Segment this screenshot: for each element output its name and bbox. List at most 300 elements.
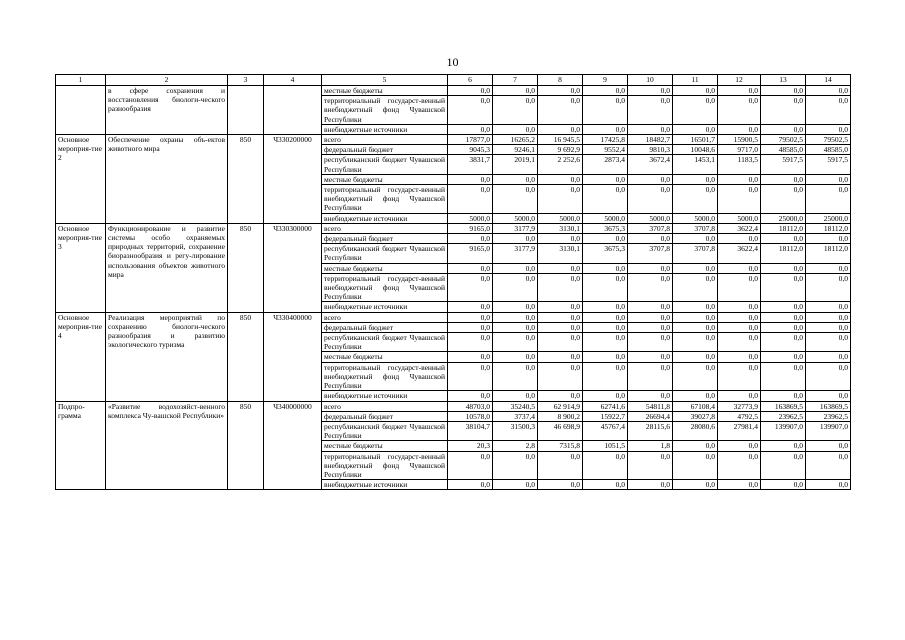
amount-cell: 0,0 bbox=[761, 352, 806, 362]
amount-cell: 25000,0 bbox=[806, 213, 851, 223]
amount-cell: 0,0 bbox=[448, 174, 493, 184]
amount-cell: 3707,8 bbox=[673, 244, 718, 263]
amount-cell: 0,0 bbox=[448, 333, 493, 352]
amount-cell: 163869,5 bbox=[761, 401, 806, 411]
amount-cell: 9165,0 bbox=[448, 244, 493, 263]
amount-cell: 20,3 bbox=[448, 441, 493, 451]
funding-source-cell: местные бюджеты bbox=[322, 441, 448, 451]
amount-cell: 16501,7 bbox=[673, 135, 718, 145]
amount-cell: 0,0 bbox=[673, 312, 718, 322]
amount-cell: 0,0 bbox=[673, 322, 718, 332]
amount-cell: 46 698,9 bbox=[538, 421, 583, 440]
amount-cell: 8 900,2 bbox=[538, 411, 583, 421]
amount-cell: 2 252,6 bbox=[538, 155, 583, 174]
amount-cell: 0,0 bbox=[718, 96, 761, 125]
amount-cell: 3622,4 bbox=[718, 223, 761, 233]
amount-cell: 0,0 bbox=[493, 362, 538, 391]
amount-cell: 0,0 bbox=[493, 391, 538, 401]
amount-cell: 0,0 bbox=[806, 263, 851, 273]
amount-cell: 62 914,9 bbox=[538, 401, 583, 411]
amount-cell: 0,0 bbox=[718, 124, 761, 134]
amount-cell: 2019,1 bbox=[493, 155, 538, 174]
amount-cell: 5000,0 bbox=[493, 213, 538, 223]
funding-source-cell: федеральный бюджет bbox=[322, 145, 448, 155]
amount-cell: 0,0 bbox=[761, 302, 806, 312]
table-row bbox=[56, 135, 851, 145]
amount-cell: 0,0 bbox=[673, 86, 718, 96]
amount-cell: 0,0 bbox=[673, 96, 718, 125]
measure-name-cell: Функционирование и развитие системы особо охраняемых природных территорий, сохранение биоразнообразия и регу-лирование использования объектов животного мира bbox=[106, 223, 228, 312]
column-number-cell: 2 bbox=[106, 75, 228, 86]
amount-cell: 0,0 bbox=[493, 333, 538, 352]
funding-source-cell: внебюджетные источники bbox=[322, 213, 448, 223]
amount-cell: 0,0 bbox=[583, 312, 628, 322]
amount-cell: 0,0 bbox=[718, 263, 761, 273]
measure-name-cell: Обеспечение охраны объ-ектов животного мира bbox=[106, 135, 228, 224]
amount-cell: 0,0 bbox=[448, 96, 493, 125]
target-code-cell: Ч330300000 bbox=[264, 223, 322, 312]
amount-cell: 1183,5 bbox=[718, 155, 761, 174]
funding-source-cell: федеральный бюджет bbox=[322, 322, 448, 332]
amount-cell: 0,0 bbox=[583, 480, 628, 490]
amount-cell: 0,0 bbox=[583, 96, 628, 125]
amount-cell: 0,0 bbox=[628, 451, 673, 480]
table-row bbox=[56, 401, 851, 411]
amount-cell: 0,0 bbox=[673, 273, 718, 302]
column-number-cell: 1 bbox=[56, 75, 106, 86]
amount-cell: 0,0 bbox=[673, 333, 718, 352]
column-number-cell: 5 bbox=[322, 75, 448, 86]
column-number-cell: 6 bbox=[448, 75, 493, 86]
funding-source-cell: всего bbox=[322, 312, 448, 322]
amount-cell: 0,0 bbox=[806, 312, 851, 322]
amount-cell: 0,0 bbox=[718, 273, 761, 302]
amount-cell: 0,0 bbox=[583, 451, 628, 480]
amount-cell: 0,0 bbox=[583, 333, 628, 352]
column-number-cell: 3 bbox=[228, 75, 264, 86]
column-number-cell: 8 bbox=[538, 75, 583, 86]
amount-cell: 0,0 bbox=[493, 86, 538, 96]
amount-cell: 0,0 bbox=[583, 362, 628, 391]
amount-cell: 9246,1 bbox=[493, 145, 538, 155]
amount-cell: 0,0 bbox=[673, 263, 718, 273]
amount-cell: 0,0 bbox=[673, 174, 718, 184]
amount-cell: 0,0 bbox=[493, 480, 538, 490]
amount-cell: 16265,2 bbox=[493, 135, 538, 145]
amount-cell: 0,0 bbox=[583, 322, 628, 332]
amount-cell: 45767,4 bbox=[583, 421, 628, 440]
amount-cell: 0,0 bbox=[538, 480, 583, 490]
amount-cell: 0,0 bbox=[448, 451, 493, 480]
amount-cell: 0,0 bbox=[806, 362, 851, 391]
column-number-cell: 10 bbox=[628, 75, 673, 86]
amount-cell: 0,0 bbox=[628, 124, 673, 134]
target-code-cell: Ч330200000 bbox=[264, 135, 322, 224]
amount-cell: 0,0 bbox=[628, 96, 673, 125]
amount-cell: 0,0 bbox=[761, 451, 806, 480]
amount-cell: 28080,6 bbox=[673, 421, 718, 440]
amount-cell: 0,0 bbox=[583, 185, 628, 214]
grbs-code-cell: 850 bbox=[228, 223, 264, 312]
amount-cell: 0,0 bbox=[718, 451, 761, 480]
amount-cell: 3177,9 bbox=[493, 244, 538, 263]
amount-cell: 9552,4 bbox=[583, 145, 628, 155]
group-label-cell: Основное мероприя-тие 2 bbox=[56, 135, 106, 224]
funding-source-cell: местные бюджеты bbox=[322, 86, 448, 96]
amount-cell: 0,0 bbox=[493, 322, 538, 332]
amount-cell: 0,0 bbox=[761, 333, 806, 352]
amount-cell: 0,0 bbox=[806, 480, 851, 490]
amount-cell: 0,0 bbox=[806, 174, 851, 184]
amount-cell: 27981,4 bbox=[718, 421, 761, 440]
page-number: 10 bbox=[446, 55, 459, 69]
amount-cell: 0,0 bbox=[718, 362, 761, 391]
amount-cell: 0,0 bbox=[718, 174, 761, 184]
amount-cell: 0,0 bbox=[583, 302, 628, 312]
amount-cell: 0,0 bbox=[673, 362, 718, 391]
target-code-cell bbox=[264, 86, 322, 135]
amount-cell: 0,0 bbox=[628, 174, 673, 184]
amount-cell: 0,0 bbox=[448, 312, 493, 322]
amount-cell: 0,0 bbox=[493, 185, 538, 214]
amount-cell: 3130,1 bbox=[538, 223, 583, 233]
amount-cell: 0,0 bbox=[628, 362, 673, 391]
amount-cell: 31500,3 bbox=[493, 421, 538, 440]
amount-cell: 0,0 bbox=[448, 273, 493, 302]
grbs-code-cell bbox=[228, 86, 264, 135]
amount-cell: 0,0 bbox=[761, 273, 806, 302]
amount-cell: 0,0 bbox=[673, 234, 718, 244]
amount-cell: 5917,5 bbox=[806, 155, 851, 174]
amount-cell: 0,0 bbox=[718, 185, 761, 214]
amount-cell: 0,0 bbox=[538, 322, 583, 332]
amount-cell: 48585,0 bbox=[806, 145, 851, 155]
amount-cell: 0,0 bbox=[761, 234, 806, 244]
amount-cell: 23962,5 bbox=[761, 411, 806, 421]
amount-cell: 0,0 bbox=[806, 185, 851, 214]
amount-cell: 39027,8 bbox=[673, 411, 718, 421]
amount-cell: 139907,0 bbox=[806, 421, 851, 440]
amount-cell: 0,0 bbox=[806, 352, 851, 362]
amount-cell: 32773,9 bbox=[718, 401, 761, 411]
amount-cell: 0,0 bbox=[493, 174, 538, 184]
amount-cell: 0,0 bbox=[806, 451, 851, 480]
amount-cell: 0,0 bbox=[718, 391, 761, 401]
funding-source-cell: территориальный государст-венный внебюджетный фонд Чувашской Республики bbox=[322, 273, 448, 302]
amount-cell: 0,0 bbox=[761, 322, 806, 332]
amount-cell: 0,0 bbox=[673, 441, 718, 451]
amount-cell: 0,0 bbox=[761, 391, 806, 401]
amount-cell: 4792,5 bbox=[718, 411, 761, 421]
amount-cell: 0,0 bbox=[673, 480, 718, 490]
funding-source-cell: внебюджетные источники bbox=[322, 124, 448, 134]
column-number-cell: 13 bbox=[761, 75, 806, 86]
column-number-cell: 12 bbox=[718, 75, 761, 86]
amount-cell: 0,0 bbox=[673, 185, 718, 214]
amount-cell: 3707,8 bbox=[673, 223, 718, 233]
funding-source-cell: республиканский бюджет Чувашской Республики bbox=[322, 333, 448, 352]
amount-cell: 0,0 bbox=[761, 185, 806, 214]
amount-cell: 0,0 bbox=[628, 263, 673, 273]
column-number-cell: 7 bbox=[493, 75, 538, 86]
amount-cell: 0,0 bbox=[628, 302, 673, 312]
group-label-cell: Основное мероприя-тие 3 bbox=[56, 223, 106, 312]
amount-cell: 0,0 bbox=[761, 312, 806, 322]
grbs-code-cell: 850 bbox=[228, 312, 264, 401]
amount-cell: 0,0 bbox=[673, 302, 718, 312]
amount-cell: 18112,0 bbox=[806, 244, 851, 263]
amount-cell: 0,0 bbox=[583, 86, 628, 96]
amount-cell: 9045,3 bbox=[448, 145, 493, 155]
amount-cell: 5000,0 bbox=[583, 213, 628, 223]
amount-cell: 1,8 bbox=[628, 441, 673, 451]
amount-cell: 0,0 bbox=[538, 333, 583, 352]
funding-source-cell: всего bbox=[322, 135, 448, 145]
funding-source-cell: республиканский бюджет Чувашской Республики bbox=[322, 244, 448, 263]
amount-cell: 0,0 bbox=[761, 362, 806, 391]
amount-cell: 0,0 bbox=[448, 263, 493, 273]
funding-source-cell: территориальный государст-венный внебюджетный фонд Чувашской Республики bbox=[322, 96, 448, 125]
column-number-row bbox=[56, 75, 851, 86]
measure-name-cell: в сфере сохранения и восстановления биологи-ческого разнообразия bbox=[106, 86, 228, 135]
amount-cell: 18112,0 bbox=[806, 223, 851, 233]
amount-cell: 0,0 bbox=[448, 391, 493, 401]
amount-cell: 67108,4 bbox=[673, 401, 718, 411]
amount-cell: 0,0 bbox=[628, 273, 673, 302]
amount-cell: 0,0 bbox=[493, 273, 538, 302]
amount-cell: 0,0 bbox=[761, 263, 806, 273]
amount-cell: 17877,0 bbox=[448, 135, 493, 145]
amount-cell: 1453,1 bbox=[673, 155, 718, 174]
funding-source-cell: местные бюджеты bbox=[322, 174, 448, 184]
group-label-cell bbox=[56, 86, 106, 135]
funding-source-cell: территориальный государст-венный внебюджетный фонд Чувашской Республики bbox=[322, 362, 448, 391]
amount-cell: 0,0 bbox=[673, 391, 718, 401]
amount-cell: 0,0 bbox=[628, 86, 673, 96]
amount-cell: 54811,8 bbox=[628, 401, 673, 411]
amount-cell: 0,0 bbox=[628, 352, 673, 362]
amount-cell: 15922,7 bbox=[583, 411, 628, 421]
amount-cell: 9717,0 bbox=[718, 145, 761, 155]
amount-cell: 9810,3 bbox=[628, 145, 673, 155]
grbs-code-cell: 850 bbox=[228, 135, 264, 224]
amount-cell: 0,0 bbox=[806, 86, 851, 96]
amount-cell: 0,0 bbox=[583, 391, 628, 401]
amount-cell: 0,0 bbox=[806, 441, 851, 451]
group-label-cell: Подпро-грамма bbox=[56, 401, 106, 490]
amount-cell: 0,0 bbox=[538, 174, 583, 184]
amount-cell: 0,0 bbox=[538, 352, 583, 362]
amount-cell: 18112,0 bbox=[761, 244, 806, 263]
amount-cell: 3675,3 bbox=[583, 223, 628, 233]
amount-cell: 0,0 bbox=[718, 480, 761, 490]
amount-cell: 0,0 bbox=[583, 273, 628, 302]
funding-source-cell: всего bbox=[322, 223, 448, 233]
amount-cell: 0,0 bbox=[718, 441, 761, 451]
amount-cell: 38104,7 bbox=[448, 421, 493, 440]
amount-cell: 0,0 bbox=[448, 185, 493, 214]
amount-cell: 0,0 bbox=[583, 234, 628, 244]
amount-cell: 0,0 bbox=[448, 480, 493, 490]
amount-cell: 0,0 bbox=[493, 124, 538, 134]
amount-cell: 23962,5 bbox=[806, 411, 851, 421]
amount-cell: 0,0 bbox=[538, 362, 583, 391]
amount-cell: 10578,0 bbox=[448, 411, 493, 421]
amount-cell: 0,0 bbox=[493, 302, 538, 312]
amount-cell: 0,0 bbox=[673, 451, 718, 480]
amount-cell: 3672,4 bbox=[628, 155, 673, 174]
amount-cell: 0,0 bbox=[628, 234, 673, 244]
column-number-cell: 4 bbox=[264, 75, 322, 86]
funding-source-cell: местные бюджеты bbox=[322, 352, 448, 362]
amount-cell: 0,0 bbox=[718, 234, 761, 244]
amount-cell: 0,0 bbox=[538, 86, 583, 96]
amount-cell: 25000,0 bbox=[761, 213, 806, 223]
amount-cell: 139907,0 bbox=[761, 421, 806, 440]
measure-name-cell: «Развитие водохозяйст-венного комплекса Чу-вашской Республики» bbox=[106, 401, 228, 490]
amount-cell: 0,0 bbox=[628, 391, 673, 401]
amount-cell: 0,0 bbox=[718, 302, 761, 312]
amount-cell: 48585,0 bbox=[761, 145, 806, 155]
amount-cell: 2,8 bbox=[493, 441, 538, 451]
amount-cell: 0,0 bbox=[628, 322, 673, 332]
amount-cell: 0,0 bbox=[493, 451, 538, 480]
amount-cell: 0,0 bbox=[448, 352, 493, 362]
amount-cell: 0,0 bbox=[448, 86, 493, 96]
amount-cell: 35240,5 bbox=[493, 401, 538, 411]
funding-source-cell: республиканский бюджет Чувашской Республики bbox=[322, 421, 448, 440]
amount-cell: 0,0 bbox=[806, 273, 851, 302]
amount-cell: 0,0 bbox=[448, 234, 493, 244]
amount-cell: 0,0 bbox=[448, 124, 493, 134]
grbs-code-cell: 850 bbox=[228, 401, 264, 490]
group-label-cell: Основное мероприя-тие 4 bbox=[56, 312, 106, 401]
amount-cell: 0,0 bbox=[538, 263, 583, 273]
amount-cell: 0,0 bbox=[538, 312, 583, 322]
amount-cell: 5000,0 bbox=[448, 213, 493, 223]
amount-cell: 0,0 bbox=[448, 302, 493, 312]
target-code-cell: Ч330400000 bbox=[264, 312, 322, 401]
funding-source-cell: всего bbox=[322, 401, 448, 411]
amount-cell: 0,0 bbox=[538, 273, 583, 302]
amount-cell: 3622,4 bbox=[718, 244, 761, 263]
amount-cell: 0,0 bbox=[718, 86, 761, 96]
amount-cell: 3831,7 bbox=[448, 155, 493, 174]
amount-cell: 0,0 bbox=[448, 322, 493, 332]
amount-cell: 9165,0 bbox=[448, 223, 493, 233]
amount-cell: 0,0 bbox=[538, 96, 583, 125]
amount-cell: 0,0 bbox=[718, 322, 761, 332]
funding-source-cell: республиканский бюджет Чувашской Республики bbox=[322, 155, 448, 174]
amount-cell: 0,0 bbox=[806, 333, 851, 352]
amount-cell: 5000,0 bbox=[628, 213, 673, 223]
amount-cell: 0,0 bbox=[493, 234, 538, 244]
amount-cell: 0,0 bbox=[761, 480, 806, 490]
amount-cell: 62741,6 bbox=[583, 401, 628, 411]
amount-cell: 0,0 bbox=[806, 391, 851, 401]
amount-cell: 0,0 bbox=[493, 263, 538, 273]
amount-cell: 0,0 bbox=[538, 451, 583, 480]
amount-cell: 3675,3 bbox=[583, 244, 628, 263]
amount-cell: 18112,0 bbox=[761, 223, 806, 233]
amount-cell: 0,0 bbox=[628, 312, 673, 322]
amount-cell: 0,0 bbox=[538, 234, 583, 244]
amount-cell: 79502,5 bbox=[761, 135, 806, 145]
amount-cell: 0,0 bbox=[718, 312, 761, 322]
column-number-cell: 11 bbox=[673, 75, 718, 86]
amount-cell: 48703,0 bbox=[448, 401, 493, 411]
measure-name-cell: Реализация мероприятий по сохранению биологи-ческого разнообразия и развитию экологического туризма bbox=[106, 312, 228, 401]
amount-cell: 7315,8 bbox=[538, 441, 583, 451]
funding-source-cell: федеральный бюджет bbox=[322, 234, 448, 244]
funding-source-cell: территориальный государст-венный внебюджетный фонд Чувашской Республики bbox=[322, 451, 448, 480]
amount-cell: 28115,6 bbox=[628, 421, 673, 440]
amount-cell: 5000,0 bbox=[673, 213, 718, 223]
amount-cell: 0,0 bbox=[538, 391, 583, 401]
budget-table bbox=[55, 74, 851, 490]
amount-cell: 0,0 bbox=[628, 185, 673, 214]
amount-cell: 18482,7 bbox=[628, 135, 673, 145]
amount-cell: 0,0 bbox=[806, 234, 851, 244]
amount-cell: 0,0 bbox=[583, 124, 628, 134]
amount-cell: 9 692,9 bbox=[538, 145, 583, 155]
amount-cell: 0,0 bbox=[806, 302, 851, 312]
funding-source-cell: внебюджетные источники bbox=[322, 480, 448, 490]
amount-cell: 2873,4 bbox=[583, 155, 628, 174]
amount-cell: 10048,6 bbox=[673, 145, 718, 155]
amount-cell: 0,0 bbox=[493, 312, 538, 322]
funding-source-cell: федеральный бюджет bbox=[322, 411, 448, 421]
table-row bbox=[56, 86, 851, 96]
table-row bbox=[56, 223, 851, 233]
amount-cell: 0,0 bbox=[493, 96, 538, 125]
amount-cell: 0,0 bbox=[806, 96, 851, 125]
amount-cell: 16 945,5 bbox=[538, 135, 583, 145]
amount-cell: 0,0 bbox=[583, 174, 628, 184]
amount-cell: 3177,9 bbox=[493, 223, 538, 233]
amount-cell: 0,0 bbox=[673, 352, 718, 362]
amount-cell: 0,0 bbox=[538, 185, 583, 214]
funding-source-cell: местные бюджеты bbox=[322, 263, 448, 273]
amount-cell: 0,0 bbox=[718, 333, 761, 352]
amount-cell: 5000,0 bbox=[538, 213, 583, 223]
amount-cell: 0,0 bbox=[718, 352, 761, 362]
amount-cell: 17425,8 bbox=[583, 135, 628, 145]
amount-cell: 3707,8 bbox=[628, 223, 673, 233]
amount-cell: 15900,5 bbox=[718, 135, 761, 145]
table-row bbox=[56, 312, 851, 322]
amount-cell: 26694,4 bbox=[628, 411, 673, 421]
column-number-cell: 9 bbox=[583, 75, 628, 86]
amount-cell: 3737,4 bbox=[493, 411, 538, 421]
amount-cell: 0,0 bbox=[538, 302, 583, 312]
funding-source-cell: внебюджетные источники bbox=[322, 391, 448, 401]
amount-cell: 0,0 bbox=[628, 480, 673, 490]
amount-cell: 0,0 bbox=[538, 124, 583, 134]
funding-source-cell: территориальный государст-венный внебюджетный фонд Чувашской Республики bbox=[322, 185, 448, 214]
amount-cell: 0,0 bbox=[673, 124, 718, 134]
amount-cell: 1051,5 bbox=[583, 441, 628, 451]
amount-cell: 0,0 bbox=[761, 86, 806, 96]
column-number-cell: 14 bbox=[806, 75, 851, 86]
amount-cell: 0,0 bbox=[583, 263, 628, 273]
table-body bbox=[56, 75, 851, 490]
amount-cell: 0,0 bbox=[806, 322, 851, 332]
amount-cell: 79502,5 bbox=[806, 135, 851, 145]
amount-cell: 0,0 bbox=[806, 124, 851, 134]
amount-cell: 0,0 bbox=[493, 352, 538, 362]
amount-cell: 0,0 bbox=[761, 174, 806, 184]
